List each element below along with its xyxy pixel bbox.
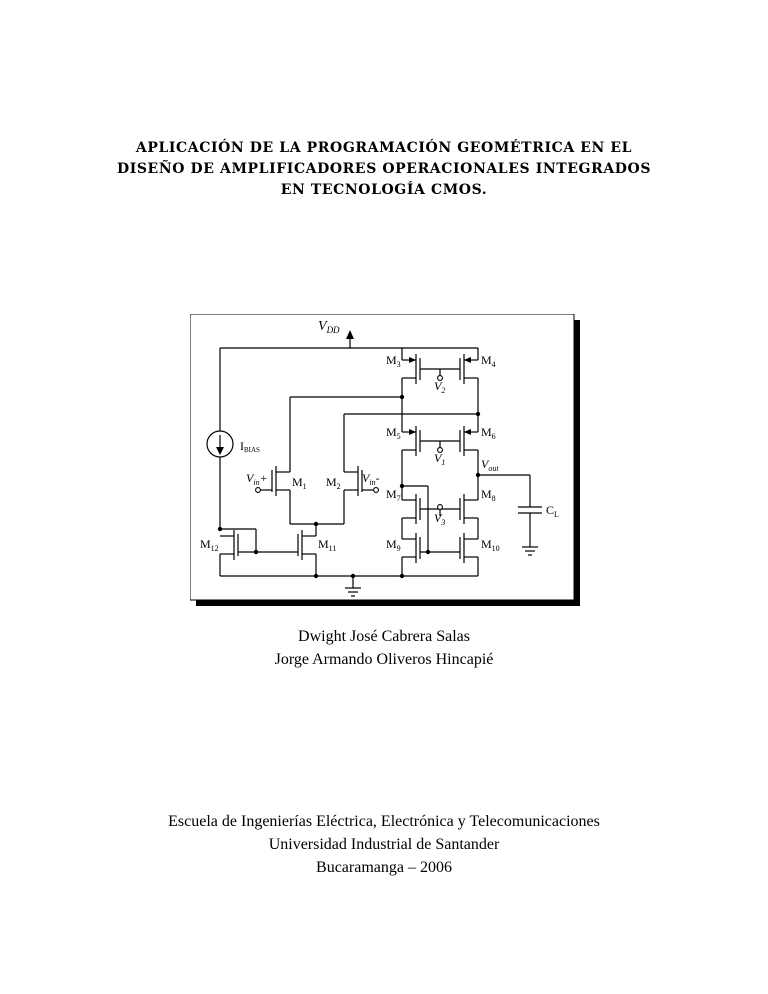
label-v3: $V_3$ [434,511,446,527]
label-m11: $M_{11}$ [318,537,337,553]
thesis-title [0,138,768,201]
label-vin-plus: $V_{in}+$ [246,471,268,487]
label-cl: $C_L$ [546,503,559,519]
vin-plus-terminal [256,488,261,493]
place-year: Bucaramanga – 2006 [316,859,452,876]
label-vin-minus: $V_{in}-$ [362,471,380,487]
title-line-3: EN TECNOLOGÍA CMOS. [280,182,488,198]
label-m7: $M_7$ [386,487,401,503]
cmos-opamp-circuit [190,314,580,606]
label-vout: $V_{out}$ [481,457,499,473]
vin-minus-terminal [374,488,379,493]
label-ibias: IBIAS [240,439,260,454]
university-name: Universidad Industrial de Santander [268,836,500,853]
opamp-schematic-figure [190,314,580,606]
label-m2: $M_2$ [326,475,341,491]
label-m3: $M_3$ [386,353,401,369]
author-name: Jorge Armando Oliveros Hincapié [274,651,494,668]
label-m12: $M_{12}$ [200,537,219,553]
title-line-2: DISEÑO DE AMPLIFICADORES OPERACIONALES INTEGRADOS [116,161,652,177]
title-line-1: APLICACIÓN DE LA PROGRAMACIÓN GEOMÉTRICA EN EL [135,140,633,156]
author-list [0,625,768,671]
school-name: Escuela de Ingenierías Eléctrica, Electrónica y Telecomunicaciones [168,813,600,830]
label-v1: $V_1$ [434,451,446,467]
label-m9: $M_9$ [386,537,401,553]
figure-frame [190,314,574,600]
author-name: Dwight José Cabrera Salas [298,628,470,645]
label-m5: $M_5$ [386,425,401,441]
label-v2: $V_2$ [434,379,446,395]
label-m4: $M_4$ [481,353,496,369]
label-vdd: $V_{DD}$ [318,319,340,335]
v3-terminal [438,505,443,510]
institution-block [0,810,768,879]
label-m1: $M_1$ [292,475,307,491]
label-m8: $M_8$ [481,487,496,503]
label-m10: $M_{10}$ [481,537,500,553]
label-m6: $M_6$ [481,425,496,441]
